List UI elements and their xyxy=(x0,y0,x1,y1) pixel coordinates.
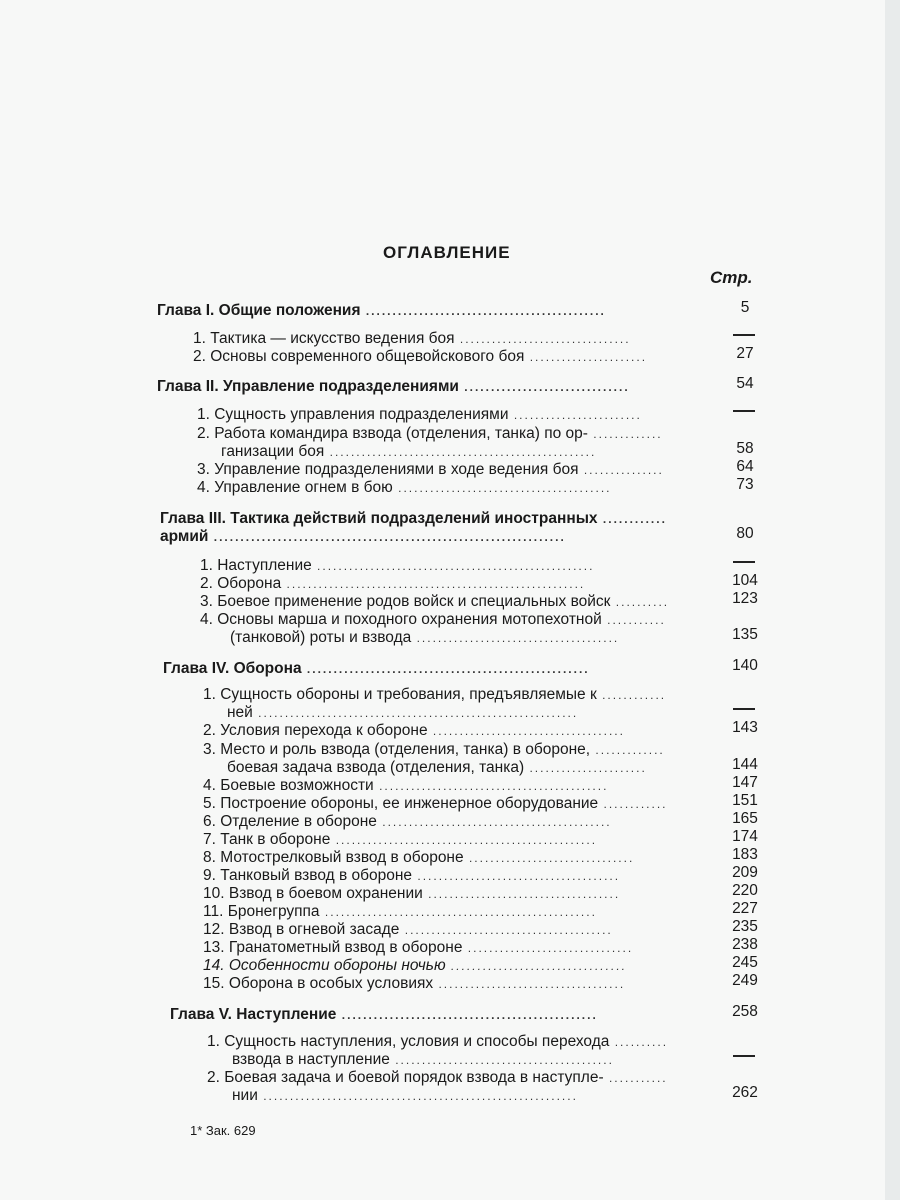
toc-entry-title: 1. Тактика — искусство ведения боя xyxy=(193,330,455,347)
toc-page-number: 151 xyxy=(732,792,758,809)
toc-item xyxy=(203,795,668,813)
toc-item xyxy=(197,425,663,443)
leader-dots: .................................... xyxy=(422,887,621,901)
toc-item xyxy=(200,575,585,593)
toc-entry-title: 5. Построение обороны, ее инженерное оборудование xyxy=(203,795,599,812)
toc-page-number: 245 xyxy=(732,954,758,971)
toc-item xyxy=(203,867,620,885)
leader-dots: ...................... xyxy=(524,761,647,775)
leader-dots: ....................................... xyxy=(399,923,613,937)
leader-dots: .................................................. xyxy=(324,445,597,459)
leader-dots: .................................................................. xyxy=(208,530,566,544)
toc-entry-title: 3. Место и роль взвода (отделения, танка) в обороне, xyxy=(203,741,591,758)
leader-dots: ............ xyxy=(596,688,667,702)
toc-page-dash xyxy=(733,410,755,412)
leader-dots: ............................................................ xyxy=(252,706,579,720)
toc-entry-title: 4. Боевые возможности xyxy=(203,777,374,794)
toc-item xyxy=(193,348,647,366)
toc-item xyxy=(203,777,608,795)
toc-entry-title: 2. Условия перехода к обороне xyxy=(203,722,428,739)
toc-page-number: 209 xyxy=(732,864,758,881)
page-edge xyxy=(885,0,900,1200)
toc-item xyxy=(197,406,642,424)
toc-chapter xyxy=(160,510,667,528)
toc-page-number: 235 xyxy=(732,918,758,935)
toc-heading: ОГЛАВЛЕНИЕ xyxy=(383,243,511,262)
leader-dots: ................................................... xyxy=(319,905,597,919)
toc-entry-title: ней xyxy=(227,704,253,721)
toc-entry-title: взвода в наступление xyxy=(232,1051,390,1068)
toc-page-number: 165 xyxy=(732,810,758,827)
toc-page-number: 140 xyxy=(732,657,758,674)
toc-entry-title: 7. Танк в обороне xyxy=(203,831,331,848)
toc-page-number: 135 xyxy=(732,626,758,643)
toc-page-dash xyxy=(733,1055,755,1057)
toc-item xyxy=(203,831,597,849)
toc-entry-title: Глава III. Тактика действий подразделений иностранных xyxy=(160,510,598,527)
toc-entry-title: 4. Основы марша и походного охранения мотопехотной xyxy=(200,611,602,628)
toc-item xyxy=(227,759,647,777)
toc-entry-title: Глава II. Управление подразделениями xyxy=(157,378,459,395)
toc-entry-title: 10. Взвод в боевом охранении xyxy=(203,885,423,902)
toc-entry-title: 1. Сущность управления подразделениями xyxy=(197,406,509,423)
toc-item xyxy=(203,921,613,939)
toc-item xyxy=(203,849,634,867)
toc-page-number: 80 xyxy=(736,525,754,542)
leader-dots: ............................... xyxy=(458,380,630,394)
toc-entry-title: Глава IV. Оборона xyxy=(163,660,302,677)
leader-dots: ................................... xyxy=(433,977,626,991)
leader-dots: ........................................ xyxy=(392,481,612,495)
toc-entry-title: 6. Отделение в обороне xyxy=(203,813,377,830)
toc-entry-title: боевая задача взвода (отделения, танка) xyxy=(227,759,525,776)
toc-page-number: 104 xyxy=(732,572,758,589)
toc-entry-title: 9. Танковый взвод в обороне xyxy=(203,867,413,884)
toc-item xyxy=(207,1069,668,1087)
leader-dots: ................................................. xyxy=(330,833,598,847)
toc-entry-title: 2. Работа командира взвода (отделения, танка) по ор- xyxy=(197,425,588,442)
leader-dots: ........................................................ xyxy=(281,577,586,591)
toc-chapter xyxy=(163,660,590,678)
toc-page-number: 262 xyxy=(732,1084,758,1101)
toc-page-dash xyxy=(733,708,755,710)
toc-page-number: 238 xyxy=(732,936,758,953)
toc-item xyxy=(203,957,627,975)
toc-page-dash xyxy=(733,561,755,563)
leader-dots: ................................. xyxy=(445,959,627,973)
toc-item xyxy=(203,903,597,921)
toc-entry-title: 1. Сущность наступления, условия и способы перехода xyxy=(207,1033,610,1050)
toc-page-number: 64 xyxy=(736,458,754,475)
leader-dots: ................................................ xyxy=(336,1008,598,1022)
toc-page-number: 73 xyxy=(736,476,754,493)
printer-mark: 1* Зак. 629 xyxy=(190,1123,256,1138)
toc-item xyxy=(193,330,631,348)
toc-page-number: 58 xyxy=(736,440,754,457)
toc-entry-title: 8. Мотострелковый взвод в обороне xyxy=(203,849,464,866)
toc-entry-title: 4. Управление огнем в бою xyxy=(197,479,393,496)
toc-chapter xyxy=(160,528,566,546)
toc-page-number: 27 xyxy=(736,345,754,362)
toc-page-number: 144 xyxy=(732,756,758,773)
toc-item xyxy=(203,686,666,704)
toc-page-number: 54 xyxy=(736,375,754,392)
toc-page-number: 227 xyxy=(732,900,758,917)
toc-item xyxy=(207,1033,668,1051)
toc-entry-title: 14. Особенности обороны ночью xyxy=(203,957,446,974)
toc-entry-title: 3. Управление подразделениями в ходе ведения боя xyxy=(197,461,579,478)
toc-chapter xyxy=(170,1006,598,1024)
toc-page-number: 123 xyxy=(732,590,758,607)
leader-dots: ............ xyxy=(598,797,668,811)
leader-dots: ................................ xyxy=(454,332,631,346)
toc-entry-title: 12. Взвод в огневой засаде xyxy=(203,921,400,938)
leader-dots: ...................... xyxy=(524,350,648,364)
page-column-label: Стр. xyxy=(710,268,753,287)
toc-item xyxy=(230,629,619,647)
toc-page-dash xyxy=(733,334,755,336)
leader-dots: ............. xyxy=(590,743,665,757)
leader-dots: .................................... xyxy=(427,724,625,738)
leader-dots: ............ xyxy=(597,512,667,526)
toc-page-number: 249 xyxy=(732,972,758,989)
toc-item xyxy=(203,722,625,740)
toc-entry-title: нии xyxy=(232,1087,258,1104)
leader-dots: ............................................. xyxy=(360,304,606,318)
leader-dots: ............... xyxy=(578,463,664,477)
toc-item xyxy=(203,939,633,957)
leader-dots: ........... xyxy=(601,613,666,627)
toc-item xyxy=(197,461,664,479)
toc-entry-title: армий xyxy=(160,528,209,545)
toc-item xyxy=(203,741,665,759)
leader-dots: ............. xyxy=(587,427,663,441)
toc-item xyxy=(197,479,612,497)
toc-page-number: 258 xyxy=(732,1003,758,1020)
toc-item xyxy=(203,975,625,993)
leader-dots: .................................................... xyxy=(311,559,595,573)
toc-entry-title: 15. Оборона в особых условиях xyxy=(203,975,434,992)
leader-dots: ............................... xyxy=(462,941,634,955)
toc-item xyxy=(200,557,594,575)
leader-dots: ............................... xyxy=(463,851,635,865)
toc-entry-title: 11. Бронегруппа xyxy=(203,903,320,920)
leader-dots: ........................................... xyxy=(373,779,609,793)
leader-dots: ..................................................... xyxy=(301,662,590,676)
leader-dots: ......................................... xyxy=(389,1053,614,1067)
leader-dots: ...................................... xyxy=(411,631,620,645)
toc-page-number: 220 xyxy=(732,882,758,899)
toc-item xyxy=(203,885,620,903)
toc-chapter xyxy=(157,302,606,320)
toc-entry-title: ганизации боя xyxy=(221,443,325,460)
toc-item xyxy=(227,704,578,722)
toc-item xyxy=(200,593,669,611)
leader-dots: ........................ xyxy=(508,408,642,422)
toc-entry-title: 13. Гранатометный взвод в обороне xyxy=(203,939,463,956)
toc-item xyxy=(200,611,666,629)
toc-page-number: 183 xyxy=(732,846,758,863)
toc-entry-title: Глава I. Общие положения xyxy=(157,302,361,319)
toc-entry-title: 2. Боевая задача и боевой порядок взвода в наступле- xyxy=(207,1069,604,1086)
toc-entry-title: 2. Оборона xyxy=(200,575,282,592)
toc-entry-title: Глава V. Наступление xyxy=(170,1006,337,1023)
toc-item xyxy=(203,813,612,831)
leader-dots: ........... xyxy=(603,1071,668,1085)
toc-entry-title: (танковой) роты и взвода xyxy=(230,629,412,646)
toc-item xyxy=(232,1087,578,1105)
toc-page-number: 5 xyxy=(740,299,750,316)
toc-page-number: 143 xyxy=(732,719,758,736)
leader-dots: .......... xyxy=(609,1035,669,1049)
toc-page-number: 147 xyxy=(732,774,758,791)
leader-dots: .......... xyxy=(610,595,670,609)
leader-dots: ...................................... xyxy=(412,869,621,883)
leader-dots: ........................................... xyxy=(376,815,612,829)
toc-entry-title: 3. Боевое применение родов войск и специальных войск xyxy=(200,593,611,610)
toc-entry-title: 1. Сущность обороны и требования, предъявляемые к xyxy=(203,686,597,703)
toc-entry-title: 2. Основы современного общевойскового боя xyxy=(193,348,525,365)
toc-item xyxy=(221,443,596,461)
toc-chapter xyxy=(157,378,630,396)
toc-page-number: 174 xyxy=(732,828,758,845)
leader-dots: ........................................................... xyxy=(257,1089,578,1103)
toc-item xyxy=(232,1051,614,1069)
toc-entry-title: 1. Наступление xyxy=(200,557,312,574)
